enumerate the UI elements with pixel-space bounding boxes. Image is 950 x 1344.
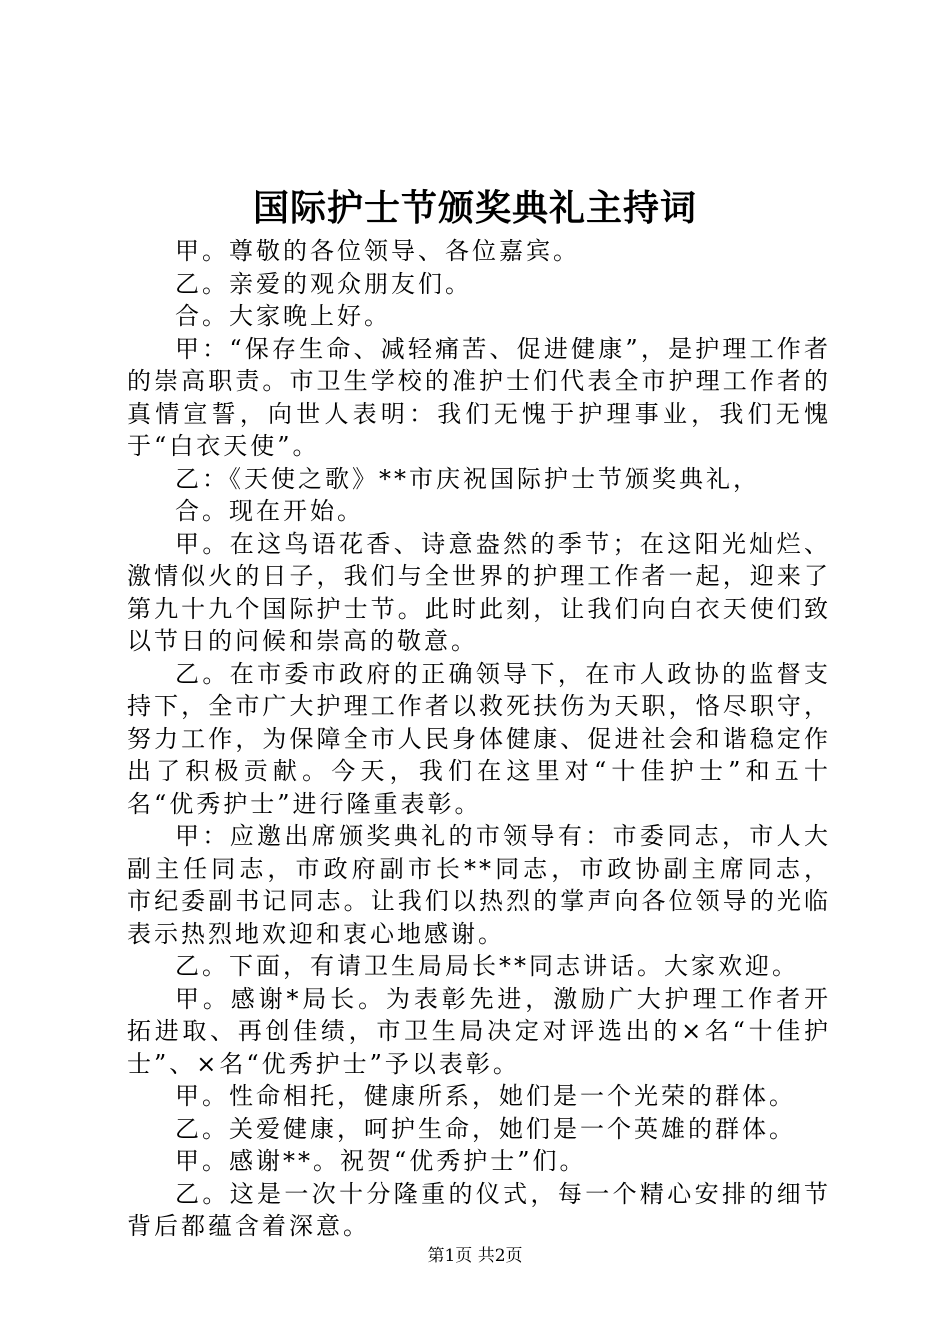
paragraph: 甲。感谢**。祝贺“优秀护士”们。 xyxy=(175,1147,587,1175)
paragraph: 乙。关爱健康，呵护生命，她们是一个英雄的群体。 xyxy=(175,1114,796,1143)
paragraph: 合。大家晚上好。 xyxy=(175,302,391,330)
page-number-footer: 第1页 共2页 xyxy=(427,1246,523,1266)
paragraph: 乙。下面，有请卫生局局长**同志讲话。大家欢迎。 xyxy=(175,952,799,980)
paragraph: 合。现在开始。 xyxy=(175,497,364,525)
paragraph: 乙。这是一次十分隆重的仪式，每一个精心安排的细节背后都蕴含着深意。 xyxy=(127,1179,831,1240)
document-body xyxy=(127,235,831,1243)
paragraph: 乙：《天使之歌》**市庆祝国际护士节颁奖典礼， xyxy=(175,464,760,493)
paragraph: 甲。尊敬的各位领导、各位嘉宾。 xyxy=(175,237,580,265)
paragraph: 甲。在这鸟语花香、诗意盎然的季节；在这阳光灿烂、激情似火的日子，我们与全世界的护理工作者一起，迎来了第九十九个国际护士节。此时此刻，让我们向白衣天使们致以节日的问候和崇高的敬意。 xyxy=(127,529,831,655)
paragraph: 甲：应邀出席颁奖典礼的市领导有：市委同志，市人大副主任同志，市政府副市长**同志，市政协副主席同志，市纪委副书记同志。让我们以热烈的掌声向各位领导的光临表示热烈地欢迎和衷心地感谢。 xyxy=(127,822,831,948)
document-title: 国际护士节颁奖典礼主持词 xyxy=(252,187,697,229)
paragraph: 乙。在市委市政府的正确领导下，在市人政协的监督支持下，全市广大护理工作者以救死扶伤为天职，恪尽职守，努力工作，为保障全市人民身体健康、促进社会和谐稳定作出了积极贡献。今天，我们在这里对“十佳护士”和五十名“优秀护士”进行隆重表彰。 xyxy=(127,659,831,818)
paragraph: 甲。感谢*局长。为表彰先进，激励广大护理工作者开拓进取、再创佳绩，市卫生局决定对评选出的×名“十佳护士”、×名“优秀护士”予以表彰。 xyxy=(127,984,831,1078)
paragraph: 乙。亲爱的观众朋友们。 xyxy=(175,269,472,298)
paragraph: 甲。性命相托，健康所系，她们是一个光荣的群体。 xyxy=(175,1082,796,1110)
paragraph: 甲：“保存生命、减轻痛苦、促进健康”，是护理工作者的崇高职责。市卫生学校的准护士们代表全市护理工作者的真情宣誓，向世人表明：我们无愧于护理事业，我们无愧于“白衣天使”。 xyxy=(127,334,831,460)
